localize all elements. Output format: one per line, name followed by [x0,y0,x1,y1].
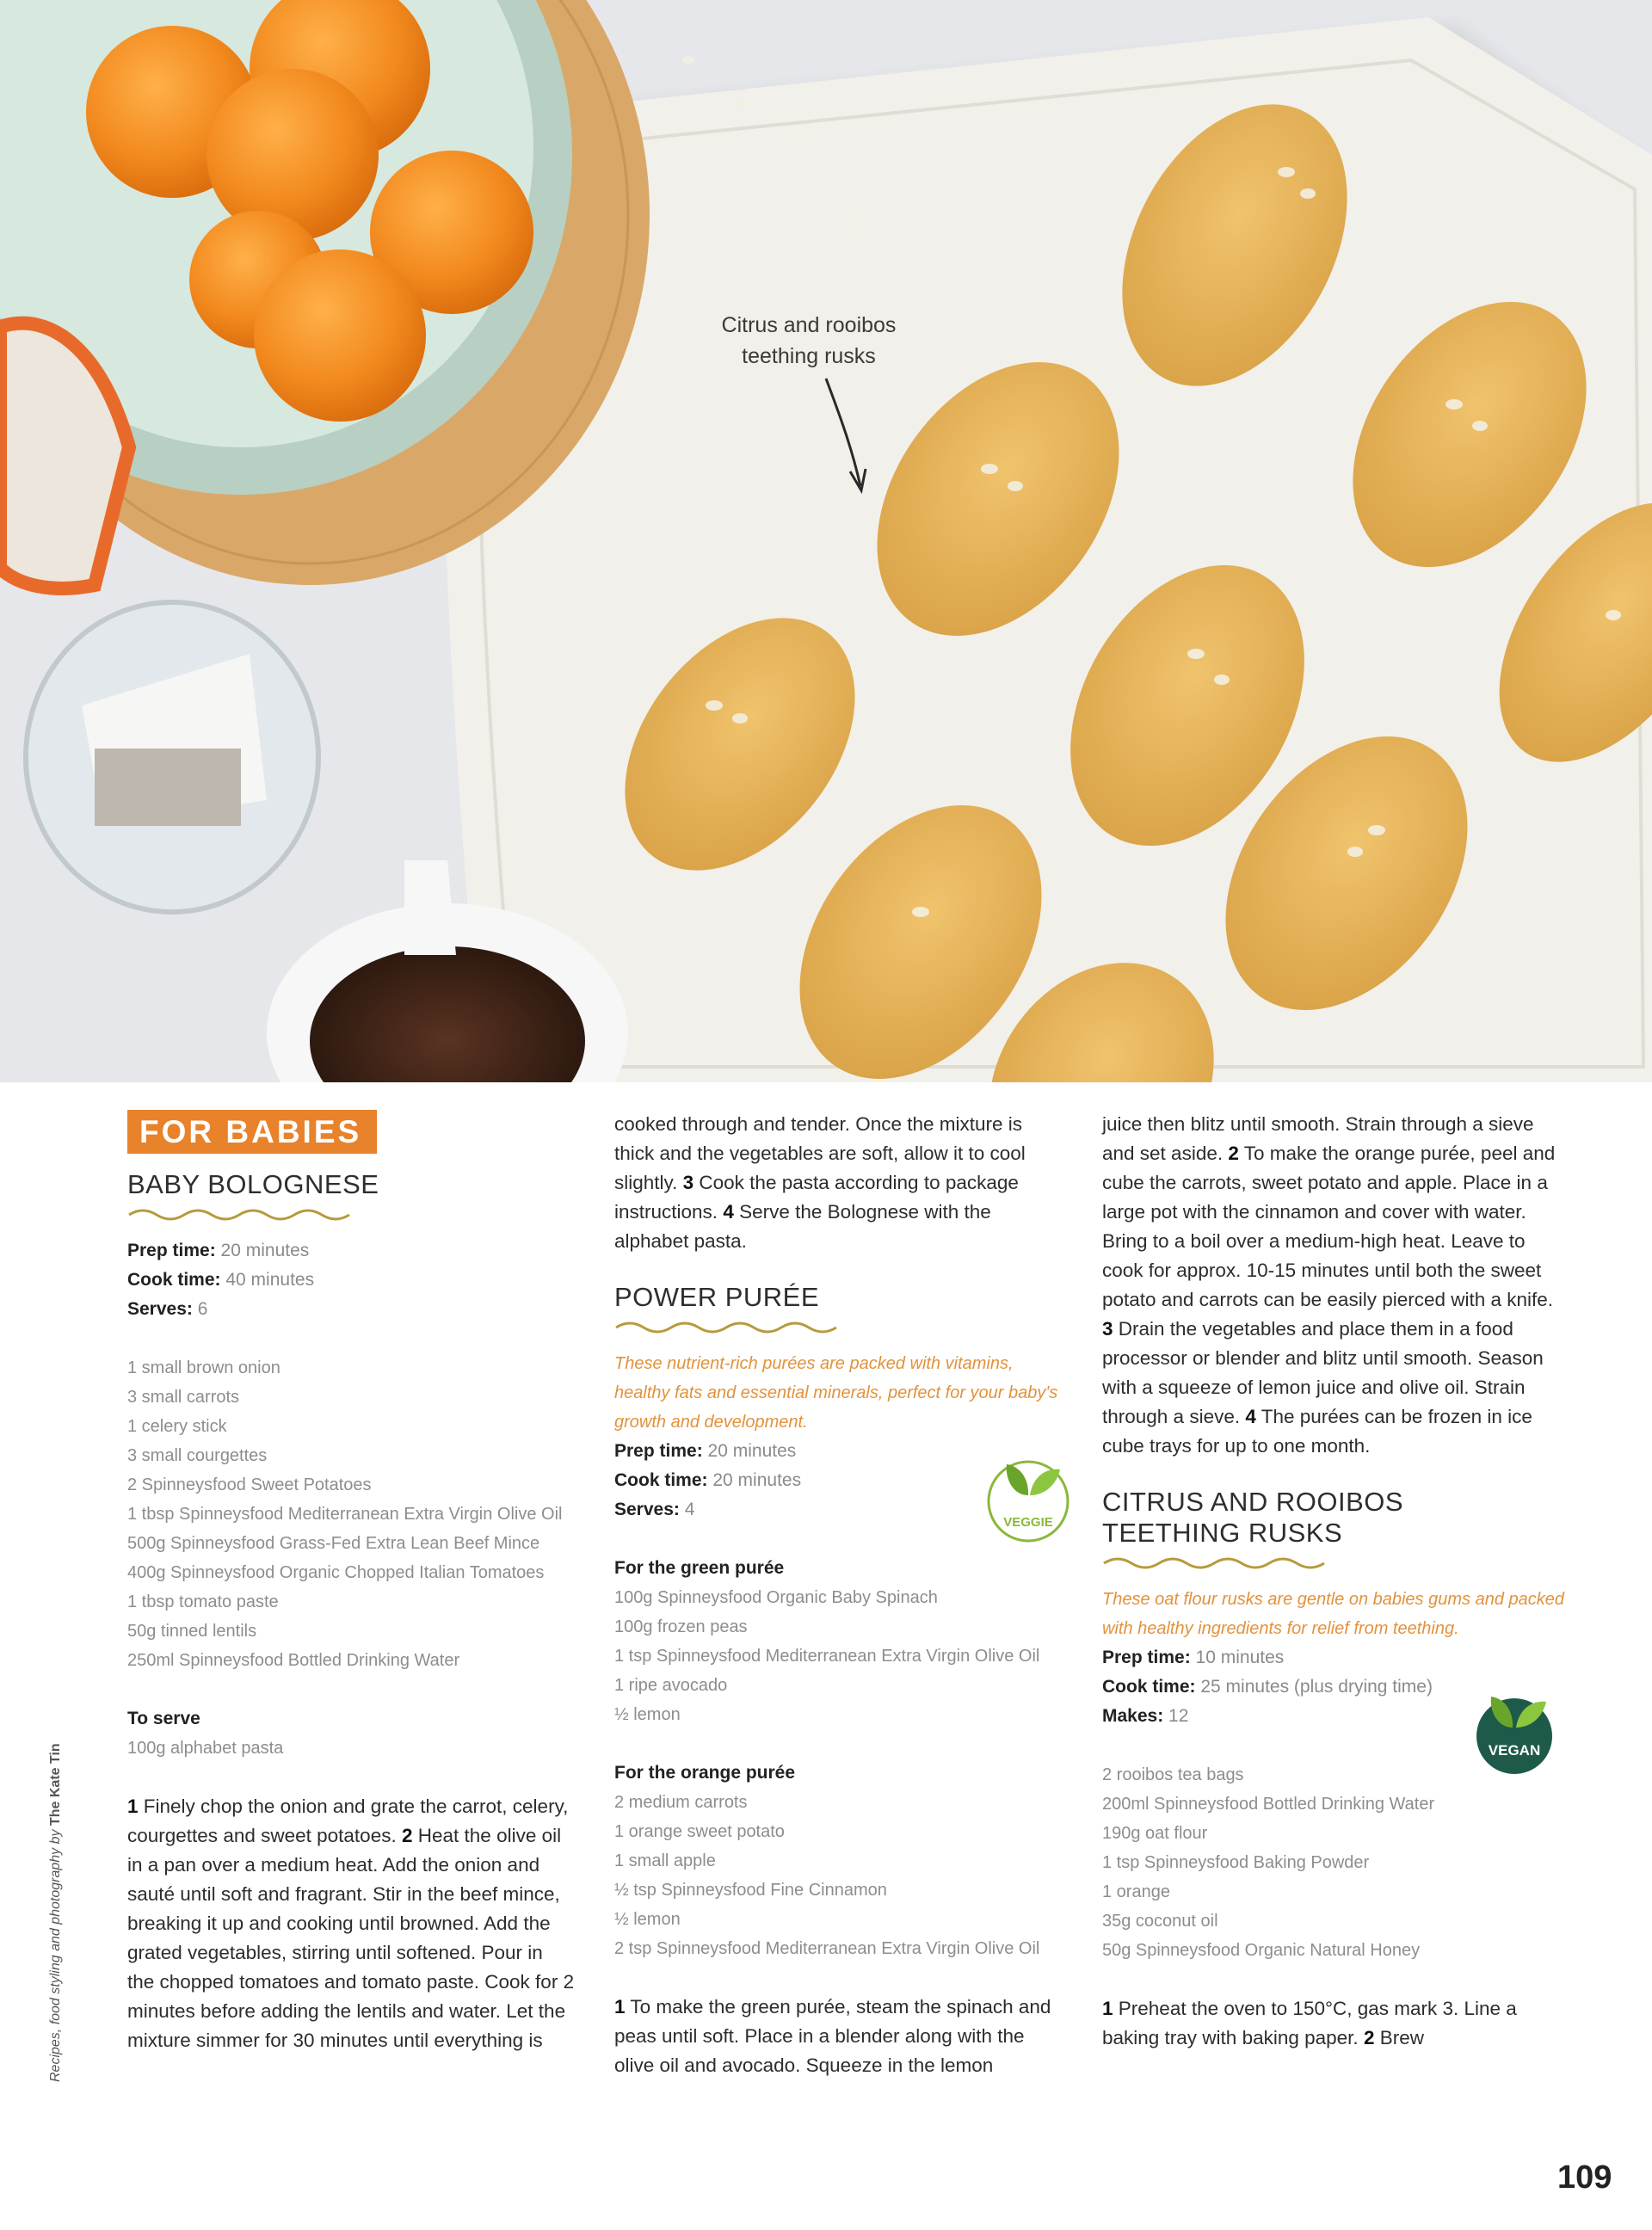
step-number: 4 [723,1201,734,1223]
ingredient-item: 400g Spinneysfood Organic Chopped Italian Tomatoes [127,1563,545,1582]
photo-callout [688,310,929,372]
squiggle-divider [1102,1554,1329,1573]
ingredient-item: 190g oat flour [1102,1824,1208,1843]
ingredient-item: 1 orange [1102,1882,1170,1901]
column-3 [1102,1110,1567,2053]
vegan-badge-label: VEGAN [1488,1742,1541,1759]
step-text: cooked through and tender. Once the mixture is thick and the vegetables are soft, allow it to cool slightly. [614,1113,1026,1193]
ingredient-list [127,1353,575,1675]
method-text [614,1993,1062,2080]
step-text: The purées can be frozen in ice cube trays for up to one month. [1102,1406,1532,1457]
column-2 [614,1110,1062,2080]
ingredient-item: 50g tinned lentils [127,1622,257,1641]
ingredient-item: 50g Spinneysfood Organic Natural Honey [1102,1941,1421,1960]
ingredient-item: 2 medium carrots [614,1793,748,1812]
prep-time: Prep time: 20 minutes [127,1241,310,1260]
vegan-badge-icon [1467,1678,1562,1781]
ingredient-item: 3 small courgettes [127,1446,268,1465]
ingredient-item: 2 tsp Spinneysfood Mediterranean Extra Virgin Olive Oil [614,1939,1040,1958]
ingredient-item: 100g frozen peas [614,1617,748,1636]
serve-heading: To serve [127,1709,200,1728]
ingredient-item: 100g alphabet pasta [127,1739,284,1758]
food-photo-illustration [0,0,1652,1082]
step-text: Cook the pasta according to package instructions. [614,1172,1019,1223]
step-text: Drain the vegetables and place them in a food processor or blender and blitz until smooth. Season with a squeeze of lemon juice and olive oil. Strain through a sieve. [1102,1318,1544,1427]
recipe-title-power-puree: POWER PURÉE [614,1282,820,1312]
method-text [127,1792,575,2055]
step-number: 2 [401,1825,413,1846]
step-text: To make the orange purée, peel and cube the carrots, sweet potato and apple. Place in a large pot with the cinnamon and cover with water. Bring to a boil over a medium-high heat. Leave to cook for approx. 10-15 minutes until both the sweet potato and carrots can be easily pierced with a knife. [1102,1143,1556,1310]
method-text-continued [614,1110,1062,1256]
ingredient-item: 1 small apple [614,1851,716,1870]
step-number: 2 [1228,1143,1239,1164]
page-number: 109 [1557,2159,1612,2196]
veggie-badge-icon [981,1445,1076,1549]
step-number: 1 [1102,1998,1113,2019]
cook-time: Cook time: 20 minutes [614,1470,802,1490]
ingredient-item: 100g Spinneysfood Organic Baby Spinach [614,1588,938,1607]
step-text: Brew [1379,2027,1424,2048]
step-text: Heat the olive oil in a pan over a medium heat. Add the onion and sauté until soft and fragrant. Stir in the beef mince, breaking it up and cooking until browned. Add the grated vegetables, stirring until softened. Pour in the chopped tomatoes and tomato paste. Cook for 2 minutes before adding the lentils and water. Let the mixture simmer for 30 minutes until everything is [127,1825,575,2051]
ingredient-item: 1 tbsp tomato paste [127,1592,279,1611]
step-number: 3 [1102,1318,1113,1340]
serve-list [127,1734,575,1763]
ingredient-item: 1 small brown onion [127,1358,280,1377]
step-text: Preheat the oven to 150°C, gas mark 3. Line a baking tray with baking paper. [1102,1998,1517,2048]
callout-line-2: teething rusks [742,344,876,368]
ingredient-list [1102,1760,1567,1965]
ingredient-item: 2 rooibos tea bags [1102,1765,1244,1784]
step-number: 2 [1363,2027,1375,2048]
recipe-intro: These oat flour rusks are gentle on babies gums and packed with healthy ingredients for relief from teething. [1102,1590,1564,1638]
serves: Serves: 4 [614,1500,695,1519]
step-number: 3 [682,1172,694,1193]
ingredient-item: 500g Spinneysfood Grass-Fed Extra Lean Beef Mince [127,1534,540,1553]
orange-puree-list [614,1788,1062,1963]
cook-time: Cook time: 25 minutes (plus drying time) [1102,1677,1433,1697]
step-text: Finely chop the onion and grate the carrot, celery, courgettes and sweet potatoes. [127,1796,569,1846]
hero-photo [0,0,1652,1082]
ingredient-item: 1 tbsp Spinneysfood Mediterranean Extra Virgin Olive Oil [127,1505,563,1524]
veggie-badge-label: VEGGIE [1003,1515,1053,1530]
section-badge: FOR BABIES [127,1110,377,1154]
recipe-intro: These nutrient-rich purées are packed with vitamins, healthy fats and essential minerals, perfect for your baby's growth and development. [614,1354,1058,1432]
recipe-title-rusks: CITRUS AND ROOIBOS TEETHING RUSKS [1102,1487,1404,1548]
prep-time: Prep time: 10 minutes [1102,1648,1285,1667]
ingredient-item: 3 small carrots [127,1388,240,1407]
callout-line-1: Citrus and rooibos [721,313,897,337]
ingredient-item: 1 celery stick [127,1417,227,1436]
cook-time: Cook time: 40 minutes [127,1270,315,1290]
ingredient-item: ½ lemon [614,1910,681,1929]
orange-puree-heading: For the orange purée [614,1763,796,1783]
ingredient-item: 250ml Spinneysfood Bottled Drinking Water [127,1651,460,1670]
ingredient-item: 2 Spinneysfood Sweet Potatoes [127,1475,372,1494]
ingredient-item: 200ml Spinneysfood Bottled Drinking Water [1102,1795,1435,1814]
method-text-continued [1102,1110,1567,1461]
step-text: To make the green purée, steam the spinach and peas until soft. Place in a blender along with the olive oil and avocado. Squeeze in the lemon [614,1996,1051,2076]
ingredient-item: 1 ripe avocado [614,1676,728,1695]
photo-credit: Recipes, food styling and photography by The Kate Tin [48,1743,63,2082]
squiggle-divider [614,1318,841,1337]
recipe-title-bolognese: BABY BOLOGNESE [127,1169,379,1199]
green-puree-heading: For the green purée [614,1558,785,1578]
step-text: Serve the Bolognese with the alphabet pasta. [614,1201,991,1252]
step-number: 4 [1245,1406,1256,1427]
prep-time: Prep time: 20 minutes [614,1441,797,1461]
ingredient-item: 1 orange sweet potato [614,1822,785,1841]
ingredient-item: 1 tsp Spinneysfood Baking Powder [1102,1853,1370,1872]
column-1 [127,1110,575,2055]
makes: Makes: 12 [1102,1706,1189,1726]
ingredient-item: 1 tsp Spinneysfood Mediterranean Extra Virgin Olive Oil [614,1647,1040,1666]
step-text: juice then blitz until smooth. Strain through a sieve and set aside. [1102,1113,1534,1164]
ingredient-item: ½ lemon [614,1705,681,1724]
method-text [1102,1994,1567,2053]
recipe-meta [127,1236,575,1324]
ingredient-item: 35g coconut oil [1102,1912,1218,1931]
squiggle-divider [127,1205,354,1224]
step-number: 1 [127,1796,139,1817]
ingredient-item: ½ tsp Spinneysfood Fine Cinnamon [614,1881,887,1900]
green-puree-list [614,1583,1062,1729]
step-number: 1 [614,1996,626,2017]
serves: Serves: 6 [127,1299,208,1319]
